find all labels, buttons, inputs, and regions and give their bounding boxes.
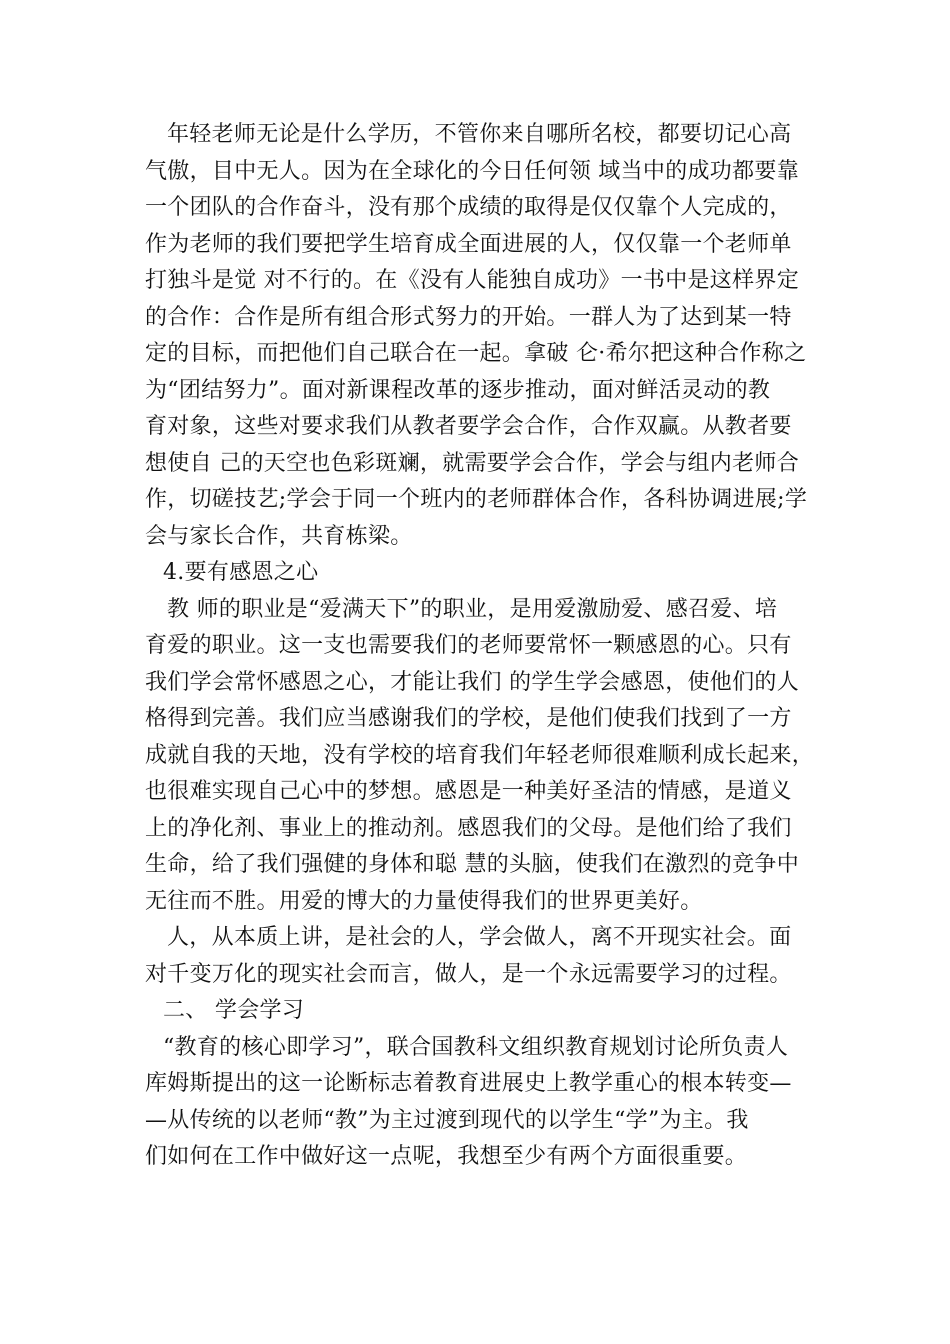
paragraph-line: 无往而不胜。用爱的博大的力量使得我们的世界更美好。 bbox=[145, 888, 703, 914]
paragraph-line: —从传统的以老师“教”为主过渡到现代的以学生“学”为主。我 bbox=[145, 1107, 749, 1133]
paragraph-line: 们如何在工作中做好这一点呢，我想至少有两个方面很重要。 bbox=[145, 1144, 748, 1169]
paragraph-line: 生命，给了我们强健的身体和聪 慧的头脑，使我们在激烈的竞争中 bbox=[145, 852, 799, 877]
paragraph-line: “教育的核心即学习”，联合国教科文组织教育规划讨论所负责人 bbox=[163, 1034, 789, 1060]
paragraph-line: 作，切磋技艺;学会于同一个班内的老师群体合作，各科协调进展;学 bbox=[145, 487, 808, 512]
paragraph-line: 成就自我的天地，没有学校的培育我们年轻老师很难顺利成长起来， bbox=[145, 742, 815, 768]
paragraph-line: 也很难实现自己心中的梦想。感恩是一种美好圣洁的情感，是道义 bbox=[145, 779, 792, 804]
paragraph-line: 人，从本质上讲，是社会的人，学会做人，离不开现实社会。面 bbox=[167, 925, 792, 950]
paragraph-line: 格得到完善。我们应当感谢我们的学校，是他们使我们找到了一方 bbox=[145, 706, 792, 731]
section-heading: 4.要有感恩之心 bbox=[163, 560, 319, 585]
document-body bbox=[145, 117, 813, 1176]
paragraph-line: 对千变万化的现实社会而言，做人，是一个永远需要学习的过程。 bbox=[145, 961, 792, 987]
paragraph-line: 上的净化剂、事业上的推动剂。感恩我们的父母。是他们给了我们 bbox=[145, 815, 792, 841]
paragraph-line: 打独斗是觉 对不行的。在《没有人能独自成功》一书中是这样界定 bbox=[145, 268, 799, 293]
paragraph-line: 定的目标，而把他们自己联合在一起。拿破 仑·希尔把这种合作称之 bbox=[145, 341, 807, 366]
section-heading: 二、 学会学习 bbox=[163, 998, 305, 1023]
paragraph-line: 育爱的职业。这一支也需要我们的老师要常怀一颗感恩的心。只有 bbox=[145, 633, 792, 658]
paragraph-line: 育对象，这些对要求我们从教者要学会合作，合作双赢。从教者要 bbox=[145, 414, 792, 439]
paragraph-line: 为“团结努力”。面对新课程改革的逐步推动，面对鲜活灵动的教 bbox=[145, 377, 771, 403]
paragraph-line: 作为老师的我们要把学生培育成全面进展的人，仅仅靠一个老师单 bbox=[145, 231, 792, 257]
paragraph-line: 气傲，目中无人。因为在全球化的今日任何领 域当中的成功都要靠 bbox=[145, 158, 799, 184]
paragraph-line: 会与家长合作，共育栋梁。 bbox=[145, 523, 413, 549]
paragraph-line: 库姆斯提出的这一论断标志着教育进展史上教学重心的根本转变— bbox=[145, 1071, 792, 1096]
paragraph-line: 想使自 己的天空也色彩斑斓，就需要学会合作，学会与组内老师合 bbox=[145, 450, 799, 476]
paragraph-line: 一个团队的合作奋斗，没有那个成绩的取得是仅仅靠个人完成的， bbox=[145, 195, 792, 220]
paragraph-line: 的合作：合作是所有组合形式努力的开始。一群人为了达到某一特 bbox=[145, 304, 792, 330]
paragraph-line: 年轻老师无论是什么学历，不管你来自哪所名校，都要切记心高 bbox=[167, 122, 792, 147]
paragraph-line: 教 师的职业是“爱满天下”的职业，是用爱激励爱、感召爱、培 bbox=[167, 596, 778, 622]
paragraph-line: 我们学会常怀感恩之心，才能让我们 的学生学会感恩，使他们的人 bbox=[145, 669, 799, 695]
